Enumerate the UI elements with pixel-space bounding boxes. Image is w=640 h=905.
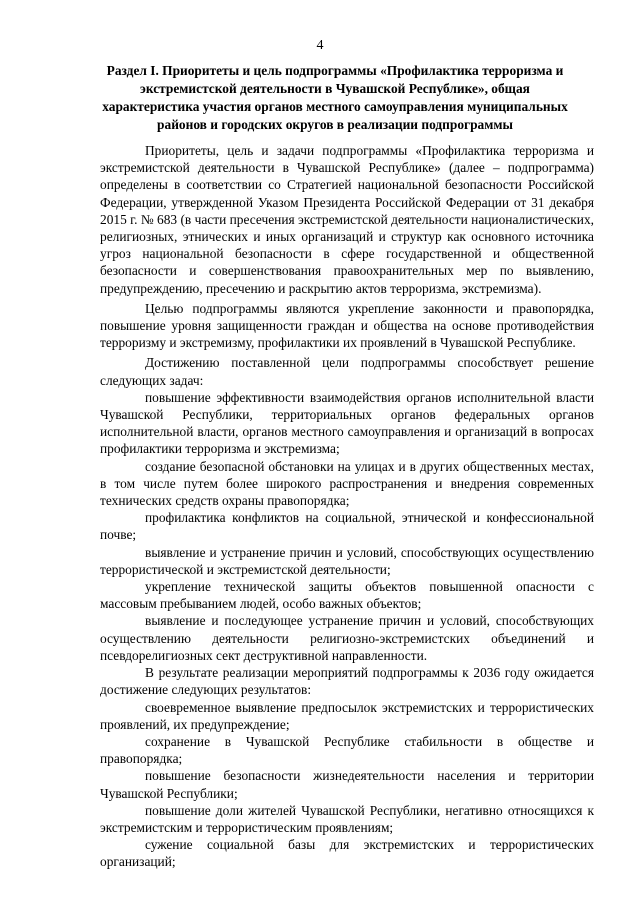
paragraph: Приоритеты, цель и задачи подпрограммы «Профилактика терроризма и экстремистской деятельности в Чувашской Республике» (далее – подпрограмма) определены в соответствии со Стратегией национальной безопасности Российской Федерации, утвержденной Указом Президента Российской Федерации от 31 декабря 2015 г. № 683 (в части пресечения экстремистской деятельности националистических, религиозных, этнических и иных организаций и структур как основного источника угроз национальной безопасности в сфере государственной и общественной безопасности и совершенствования правоохранительных мер по выявлению, предупреждению, пресечению и раскрытию актов терроризма, экстремизма). — [100, 143, 594, 296]
list-item: укрепление технической защиты объектов повышенной опасности с массовым пребыванием людей, особо важных объектов; — [100, 579, 594, 612]
list-item: сужение социальной базы для экстремистских и террористических организаций; — [100, 837, 594, 870]
page-number: 4 — [316, 38, 324, 53]
list-item: выявление и устранение причин и условий, способствующих осуществлению террористической и экстремистской деятельности; — [100, 544, 594, 577]
list-item: сохранение в Чувашской Республике стабильности в обществе и правопорядка; — [100, 733, 594, 767]
list-item: профилактика конфликтов на социальной, этнической и конфессиональной почве; — [100, 510, 594, 543]
paragraph: В результате реализации мероприятий подпрограммы к 2036 году ожидается достижение следующих результатов: — [100, 665, 594, 698]
paragraph: Достижению поставленной цели подпрограммы способствует решение следующих задач: — [100, 355, 594, 388]
list-item: создание безопасной обстановки на улицах и в других общественных местах, в том числе путем более широкого распространения и внедрения современных технических средств охраны правопорядка; — [100, 458, 594, 509]
list-item: выявление и последующее устранение причин и условий, способствующих осуществлению деятельности религиозно-экстремистских объединений и псевдорелигиозных сект деструктивной направленности. — [100, 613, 594, 663]
paragraph: Целью подпрограммы являются укрепление законности и правопорядка, повышение уровня защищенности граждан и общества на основе противодействия терроризму и экстремизму, профилактики их проявлений в Чувашской Республике. — [100, 300, 594, 351]
list-item: повышение эффективности взаимодействия органов исполнительной власти Чувашской Республики, территориальных органов федеральных органов исполнительной власти, органов местного самоуправления и организаций в вопросах профилактики терроризма и экстремизма; — [100, 389, 594, 457]
section-title: Раздел I. Приоритеты и цель подпрограммы «Профилактика терроризма и экстремистской деятельности в Чувашской Республике», общая характеристика участия органов местного самоуправления муниципальных районов и городских округов в реализации подпрограммы — [102, 63, 568, 132]
list-item: своевременное выявление предпосылок экстремистских и террористических проявлений, их предупреждение; — [100, 699, 594, 732]
list-item: повышение доли жителей Чувашской Республики, негативно относящихся к экстремистским и террористическим проявлениям; — [100, 802, 594, 835]
list-item: повышение безопасности жизнедеятельности населения и территории Чувашской Республики; — [100, 768, 594, 801]
document-body — [100, 142, 594, 871]
